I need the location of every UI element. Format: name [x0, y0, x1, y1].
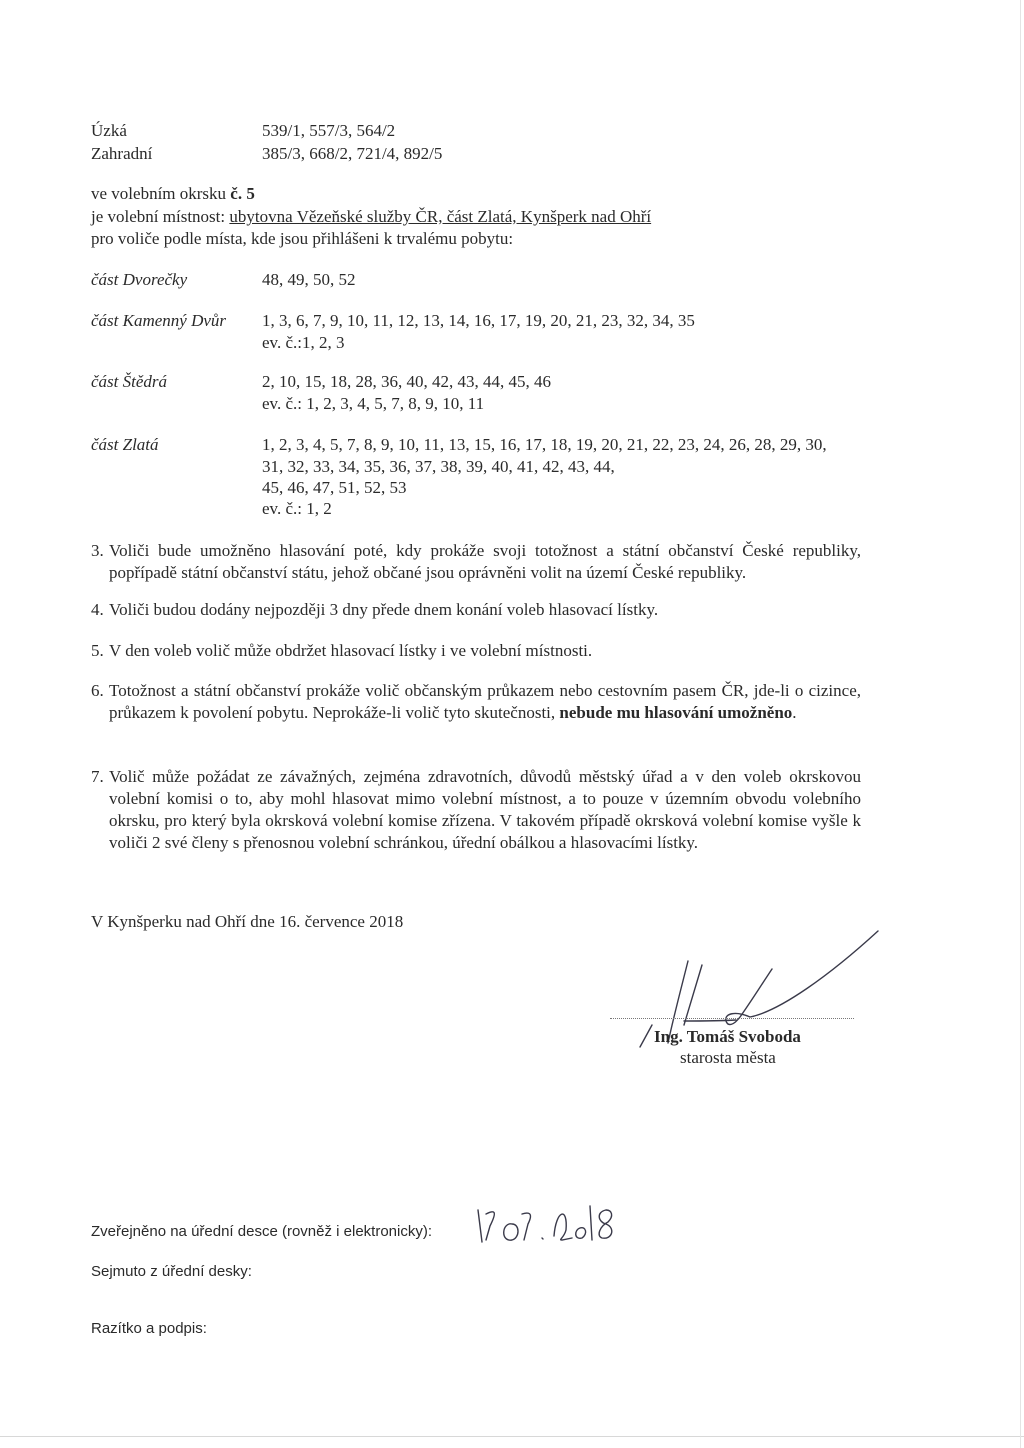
paragraph-text: Voliči budou dodány nejpozději 3 dny přede dnem konání voleb hlasovací lístky. [109, 600, 659, 619]
venue-line [91, 206, 651, 228]
page-edge [1020, 0, 1021, 1448]
part-numbers: ev. č.:1, 2, 3 [262, 333, 345, 352]
part-numbers: ev. č.: 1, 2, 3, 4, 5, 7, 8, 9, 10, 11 [262, 394, 485, 413]
stamp-label: Razítko a podpis: [91, 1320, 207, 1337]
part-numbers: 2, 10, 15, 18, 28, 36, 40, 42, 43, 44, 45, 46 [262, 372, 551, 391]
published-label: Zveřejněno na úřední desce (rovněž i elektronicky): [91, 1223, 433, 1240]
voters-line: pro voliče podle místa, kde jsou přihlášeni k trvalému pobytu: [91, 229, 514, 248]
removed-label: Sejmuto z úřední desky: [91, 1263, 252, 1280]
paragraph-number: 7. [91, 767, 104, 786]
paragraph [91, 680, 861, 746]
paragraph [91, 640, 861, 662]
paragraph-text: Volič může požádat ze závažných, zejména zdravotních, důvodů městský úřad a v den voleb okrskovou volební komisi o to, aby mohl hlasovat mimo volební místnost, a to pouze v územním obvodu volebního okrsku, pro který byla okrsková volební komise zřízena. V takovém případě okrsková volební komise vyšle k voliči 2 své členy s přenosnou volební schránkou, úřední obálkou a hlasovacími lístky. [109, 767, 861, 852]
street-name: Zahradní [91, 144, 153, 163]
part-name: část Zlatá [91, 435, 159, 454]
part-numbers: 31, 32, 33, 34, 35, 36, 37, 38, 39, 40, 41, 42, 43, 44, [262, 457, 615, 476]
part-name: část Dvorečky [91, 270, 188, 289]
paragraph-text [109, 680, 861, 724]
signatory-title: starosta města [680, 1048, 776, 1067]
paragraph-text-bold: nebude mu hlasování umožněno [559, 703, 793, 722]
page-edge [0, 1436, 1024, 1437]
district-line [91, 183, 255, 205]
part-numbers: 1, 2, 3, 4, 5, 7, 8, 9, 10, 11, 13, 15, 16, 17, 18, 19, 20, 21, 22, 23, 24, 26, 28, 29, 30, [262, 435, 827, 454]
paragraph-number: 3. [91, 541, 104, 560]
part-numbers: 45, 46, 47, 51, 52, 53 [262, 478, 407, 497]
paragraph-number: 4. [91, 600, 104, 619]
paragraph [91, 599, 861, 621]
street-parcels: 385/3, 668/2, 721/4, 892/5 [262, 144, 443, 163]
part-numbers: ev. č.: 1, 2 [262, 499, 332, 518]
handwritten-date [472, 1200, 622, 1250]
paragraph-text: Voliči bude umožněno hlasování poté, kdy prokáže svoji totožnost a státní občanství České republiky, popřípadě státní občanství státu, jehož občané jsou oprávněni volit na území České republiky. [109, 541, 861, 582]
venue-name: ubytovna Vězeňské služby ČR, část Zlatá, Kynšperk nad Ohří [229, 207, 652, 226]
paragraph [91, 766, 861, 854]
street-parcels: 539/1, 557/3, 564/2 [262, 121, 396, 140]
paragraph-number: 5. [91, 641, 104, 660]
paragraph-number: 6. [91, 681, 104, 700]
paragraph-text: V den voleb volič může obdržet hlasovací lístky i ve volební místnosti. [109, 641, 593, 660]
part-name: část Štědrá [91, 372, 168, 391]
place-date: V Kynšperku nad Ohří dne 16. července 2018 [91, 912, 404, 931]
paragraph [91, 540, 861, 586]
district-number: č. 5 [230, 184, 255, 203]
paragraph-text-main: Totožnost a státní občanství prokáže volič občanským průkazem nebo cestovním pasem ČR, jde-li o cizince, průkazem k povolení pobytu. Neprokáže-li volič tyto skutečnosti, [109, 681, 861, 722]
part-name: část Kamenný Dvůr [91, 311, 227, 330]
venue-prefix: je volební místnost: [91, 207, 230, 226]
paragraph-text-tail: . [792, 703, 797, 722]
signature-line [610, 1018, 854, 1019]
district-prefix: ve volebním okrsku [91, 184, 231, 203]
part-numbers: 1, 3, 6, 7, 9, 10, 11, 12, 13, 14, 16, 17, 19, 20, 21, 23, 32, 34, 35 [262, 311, 695, 330]
street-name: Úzká [91, 121, 127, 140]
part-numbers: 48, 49, 50, 52 [262, 270, 356, 289]
signatory-name: Ing. Tomáš Svoboda [654, 1027, 801, 1046]
